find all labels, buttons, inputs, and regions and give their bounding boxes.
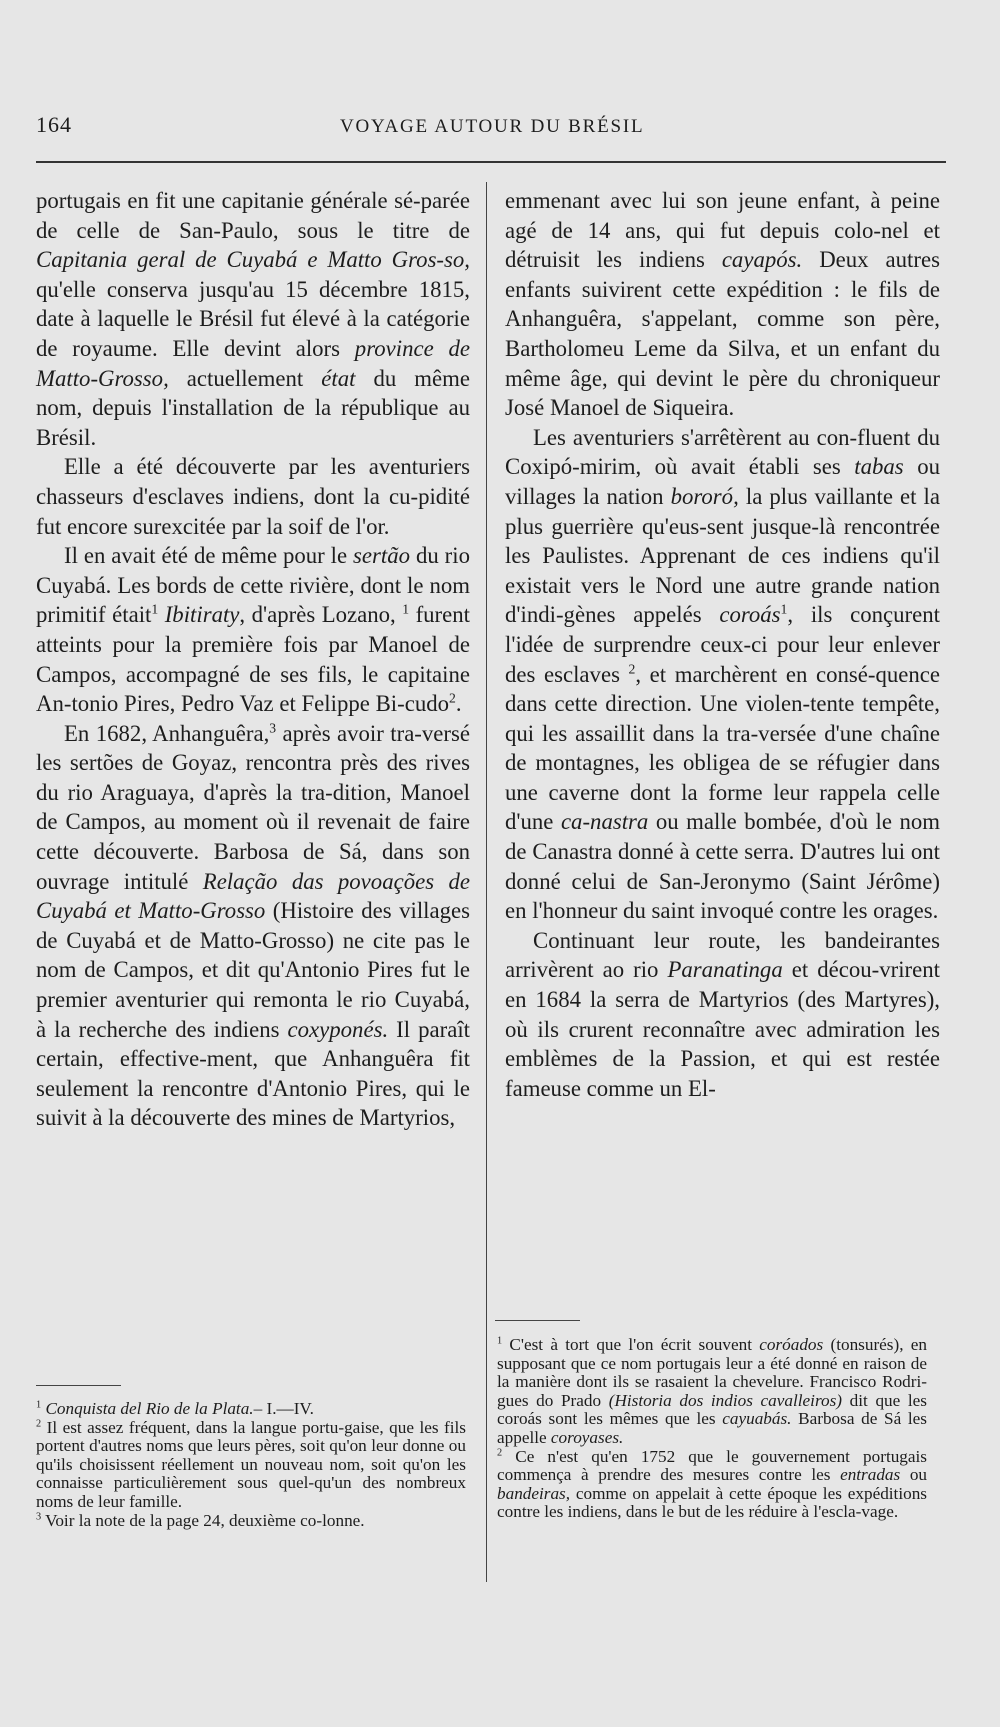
paragraph: Il en avait été de même pour le sertão du rio Cuyabá. Les bords de cette rivière, dont le nom primitif était$^1$ Ibitiraty, d'après Lozano, $^1$ furent atteints pour la première fois par Manoel de Campos, accompagné de ses fils, le capitaine An-tonio Pires, Pedro Vaz et Felippe Bi-cudo$^2$. xyxy=(36,543,470,717)
footnote: $^3$ Voir la note de la page 24, deuxième co-lonne. xyxy=(36,1510,365,1530)
left-column xyxy=(36,186,470,1133)
column-divider xyxy=(486,182,487,1582)
paragraph: emmenant avec lui son jeune enfant, à peine agé de 14 ans, qui fut depuis colo-nel et détruisit les indiens cayapós. Deux autres enfants suivirent cette expédition : le fils de Anhanguêra, s'appelant, comme son père, Bartholomeu Leme da Silva, et un enfant du même âge, qui devint le père du chroniqueur José Manoel de Siqueira. xyxy=(505,188,940,421)
footnote-ref: 1 xyxy=(402,601,410,617)
page-number: 164 xyxy=(36,112,72,137)
right-column xyxy=(505,186,940,1103)
footnote: $^1$ C'est à tort que l'on écrit souvent coróados (tonsurés), en supposant que ce nom portugais leur a été donné en raison de la manière dont ils se rasaient la chevelure. Francisco Rodri-gues do Prado (Historia dos indios cavalleiros) dit que les coroás sont les mêmes que les cayuabás. Barbosa de Sá les appelle coroyases. xyxy=(497,1335,927,1447)
paragraph: Elle a été découverte par les aventuriers chasseurs d'esclaves indiens, dont la cu-pidité fut encore surexcitée par la soif de l'or. xyxy=(36,454,470,539)
footnotes-left xyxy=(36,1400,466,1530)
footnote-ref: 2 xyxy=(449,690,456,706)
paragraph: Continuant leur route, les bandeirantes arrivèrent ao rio Paranatinga et décou-vrirent en 1684 la serra de Martyrios (des Martyres), où ils crurent reconnaître avec admiration les emblèmes de la Passion, et qui est restée fameuse comme un El- xyxy=(505,927,940,1101)
footnote-ref: 1 xyxy=(780,601,788,617)
footnote-ref: 2 xyxy=(628,660,636,676)
footnote-rule xyxy=(36,1385,121,1386)
footnote-rule xyxy=(495,1320,580,1321)
paragraph: portugais en fit une capitanie générale sé-parée de celle de San-Paulo, sous le titre de Capitania geral de Cuyabá e Matto Gros-so, qu'elle conserva jusqu'au 15 décembre 1815, date à laquelle le Brésil fut élevé à la catégorie de royaume. Elle devint alors province de Matto-Grosso, actuellement état du même nom, depuis l'installation de la république au Brésil. xyxy=(36,188,470,450)
paragraph: Les aventuriers s'arrêtèrent au con-fluent du Coxipó-mirim, où avait établi ses tabas ou villages la nation bororó, la plus vaillante et la plus guerrière qu'eus-sent jusque-là rencontrée les Paulistes. Apprenant de ces indiens qu'il existait vers le Nord une autre grande nation d'indi-gènes appelés coroás$^1$, ils conçurent l'idée de surprendre ceux-ci pour leur enlever des esclaves $^2$, et marchèrent en consé-quence dans cette direction. Une violen-tente tempête, qui les assaillit dans la tra-versée d'une chaîne de montagnes, les obligea de se réfugier dans une caverne dont la forme leur rappela celle d'une ca-nastra ou malle bombée, d'où le nom de Canastra donné à cette serra. D'autres lui ont donné celui de San-Jeronymo (Saint Jérôme) en l'honneur du saint invoqué contre les orages. xyxy=(505,424,941,924)
footnote: $^2$ Ce n'est qu'en 1752 que le gouvernement portugais commença à prendre des mesures contre les entradas ou bandeiras, comme on appelait à cette époque les expéditions contre les indiens, dans le but de les réduire à l'escla-vage. xyxy=(497,1446,928,1522)
running-title: VOYAGE AUTOUR DU BRÉSIL xyxy=(340,116,645,137)
footnote-ref: 3 xyxy=(269,720,277,736)
footnote: $^1$ Conquista del Rio de la Plata.– I.—IV. xyxy=(36,1399,314,1418)
footnote-ref: 1 xyxy=(151,601,159,617)
header-rule xyxy=(36,161,946,163)
footnote: $^2$ Il est assez fréquent, dans la langue portu-gaise, que les fils portent d'autres noms que leurs pères, soit qu'on leur donne ou qu'ils choisissent réellement un nouveau nom, soit qu'on les connaisse particulièrement sous quel-qu'un des nombreux noms de leur famille. xyxy=(36,1417,466,1511)
footnotes-right xyxy=(497,1336,927,1522)
paragraph: En 1682, Anhanguêra,$^3$ après avoir tra-versé les sertões de Goyaz, rencontra près des rives du rio Araguaya, d'après la tra-dition, Manoel de Campos, au moment où il revenait de faire cette découverte. Barbosa de Sá, dans son ouvrage intitulé Relação das povoações de Cuyabá et Matto-Grosso (Histoire des villages de Cuyabá et de Matto-Grosso) ne cite pas le nom de Campos, et dit qu'Antonio Pires fut le premier aventurier qui remonta le rio Cuyabá, à la recherche des indiens coxyponés. Il paraît certain, effective-ment, que Anhanguêra fit seulement la rencontre d'Antonio Pires, qui le suivit à la découverte des mines de Martyrios, xyxy=(36,720,471,1131)
